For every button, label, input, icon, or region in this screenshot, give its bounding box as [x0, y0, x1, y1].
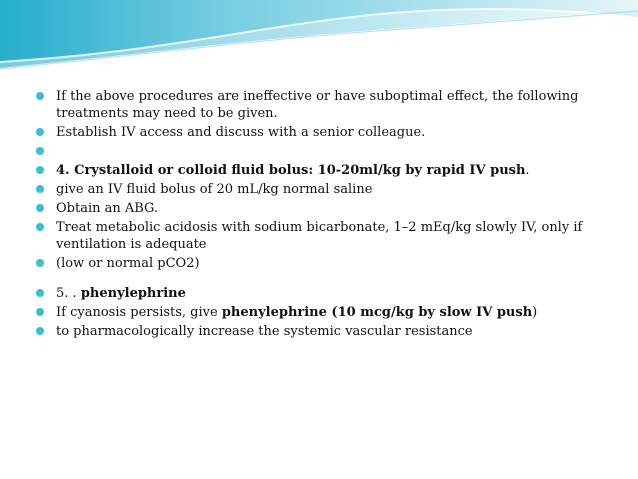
bullet-dot-icon [36, 202, 45, 211]
header-wave-decoration [0, 0, 638, 75]
bullet-list [36, 88, 596, 340]
bullet-bold-text: phenylephrine [80, 286, 186, 301]
bullet-dot-icon [36, 183, 45, 192]
bullet-leading-text: 5. . [56, 286, 81, 301]
bullet-dot-icon [36, 126, 45, 135]
bullet-dot-icon [36, 257, 45, 266]
bullet-text: Obtain an ABG. [56, 201, 159, 216]
bullet-dot-icon [36, 306, 45, 315]
bullet-item [36, 285, 596, 302]
bullet-text: If the above procedures are ineffective or have suboptimal effect, the following treatments may need to be given. [56, 89, 579, 121]
bullet-text: Treat metabolic acidosis with sodium bicarbonate, 1–2 mEq/kg slowly IV, only if ventilation is adequate [56, 220, 583, 252]
bullet-item [36, 304, 596, 321]
bullet-dot-icon [36, 145, 45, 154]
bullet-item [36, 162, 596, 179]
bullet-trailing-text: . [525, 163, 530, 178]
bullet-text: Establish IV access and discuss with a senior colleague. [56, 125, 426, 140]
bullet-dot-icon [36, 164, 45, 173]
bullet-dot-icon [36, 90, 45, 99]
bullet-text: give an IV fluid bolus of 20 mL/kg normal saline [56, 182, 373, 197]
bullet-dot-icon [36, 325, 45, 334]
bullet-item [36, 323, 596, 340]
bullet-bold-text: phenylephrine (10 mcg/kg by slow IV push [221, 305, 533, 320]
bullet-item [36, 255, 596, 272]
bullet-item [36, 200, 596, 217]
bullet-item [36, 219, 596, 253]
bullet-dot-icon [36, 221, 45, 230]
bullet-item [36, 124, 596, 141]
bullet-item [36, 88, 596, 122]
slide-content [36, 88, 596, 342]
bullet-dot-icon [36, 287, 45, 296]
bullet-item [36, 181, 596, 198]
bullet-text: (low or normal pCO2) [56, 256, 200, 271]
bullet-trailing-text: ) [532, 305, 538, 320]
bullet-leading-text: If cyanosis persists, give [56, 305, 222, 320]
bullet-bold-text: 4. Crystalloid or colloid fluid bolus: 10-20ml/kg by rapid IV push [56, 163, 526, 178]
bullet-item-empty [36, 143, 596, 160]
bullet-text: to pharmacologically increase the systemic vascular resistance [56, 324, 473, 339]
